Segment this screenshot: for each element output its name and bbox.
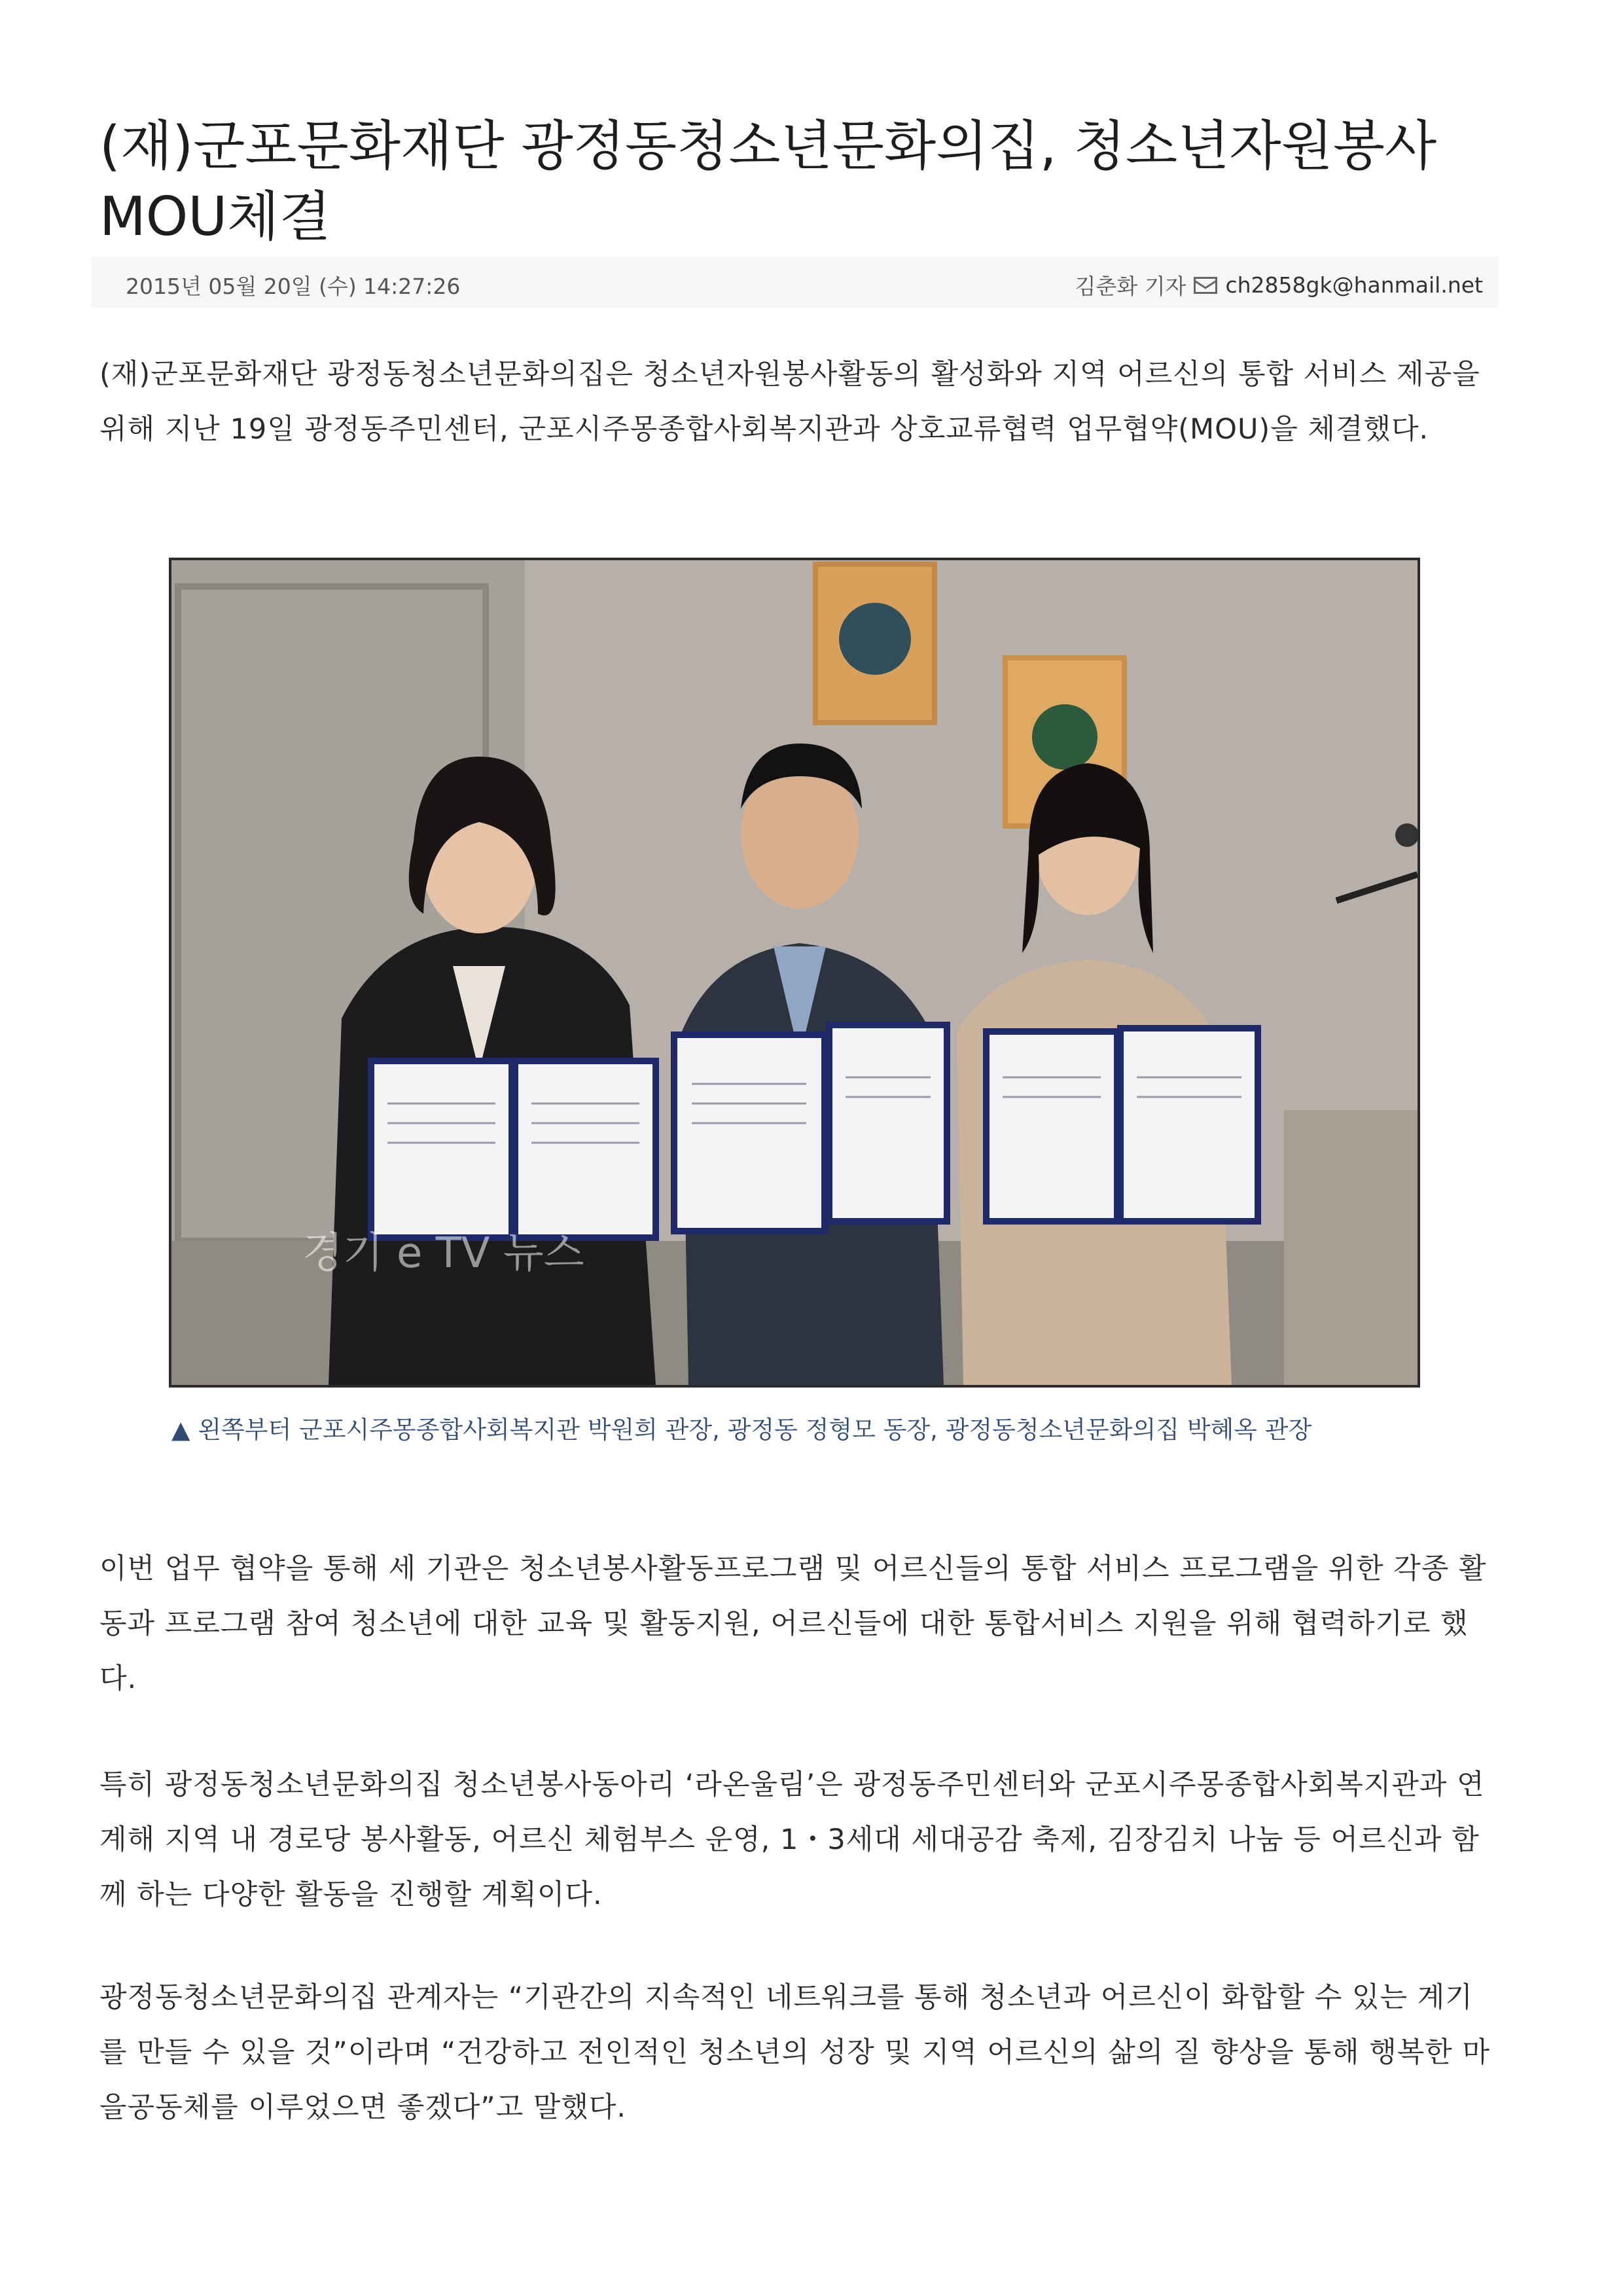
article-meta <box>92 257 1499 308</box>
body-paragraph-3: 광정동청소년문화의집 관계자는 “기관간의 지속적인 네트워크를 통해 청소년과 어르신이 화합할 수 있는 계기를 만들 수 있을 것”이라며 “건강하고 전인적인 청소년의 성장 및 지역 어르신의 삶의 질 향상을 통해 행복한 마을공동체를 이루었으면 좋겠다”고 말했다. <box>99 1981 1491 2124</box>
body-paragraph-2: 특히 광정동청소년문화의집 청소년봉사동아리 ‘라온울림’은 광정동주민센터와 군포시주몽종합사회복지관과 연계해 지역 내 경로당 봉사활동, 어르신 체험부스 운영, 1・3세대 세대공감 축제, 김장김치 나눔 등 어르신과 함께 하는 다양한 활동을 진행할 계획이다. <box>99 1768 1485 1911</box>
intro-paragraph: (재)군포문화재단 광정동청소년문화의집은 청소년자원봉사활동의 활성화와 지역 어르신의 통합 서비스 제공을 위해 지난 19일 광정동주민센터, 군포시주몽종합사회복지관과 상호교류협력 업무협약(MOU)을 체결했다. <box>99 358 1480 446</box>
caption-text: 왼쪽부터 군포시주몽종합사회복지관 박원희 관장, 광정동 정형모 동장, 광정동청소년문화의집 박혜옥 관장 <box>198 1416 1312 1444</box>
photo-watermark: 경기 e TV 뉴스 <box>302 1229 584 1278</box>
photo-image <box>171 560 1418 1385</box>
mail-icon[interactable] <box>1194 277 1217 294</box>
reporter-email[interactable]: ch2858gk@hanmail.net <box>1225 272 1483 298</box>
caption-triangle-icon: ▲ <box>171 1416 190 1444</box>
photo-caption <box>171 1406 1428 1454</box>
body-paragraph-1: 이번 업무 협약을 통해 세 기관은 청소년봉사활동프로그램 및 어르신들의 통합 서비스 프로그램을 위한 각종 활동과 프로그램 참여 청소년에 대한 교육 및 활동지원, 어르신들에 대한 통합서비스 지원을 위해 협력하기로 했다. <box>99 1552 1487 1695</box>
article-title: (재)군포문화재단 광정동청소년문화의집, 청소년자원봉사 MOU체결 <box>99 115 1437 248</box>
reporter-name: 김춘화 기자 <box>1075 274 1186 299</box>
article-date: 2015년 05월 20일 (수) 14:27:26 <box>126 274 461 299</box>
article-photo <box>169 558 1420 1388</box>
byline <box>1075 270 1483 300</box>
